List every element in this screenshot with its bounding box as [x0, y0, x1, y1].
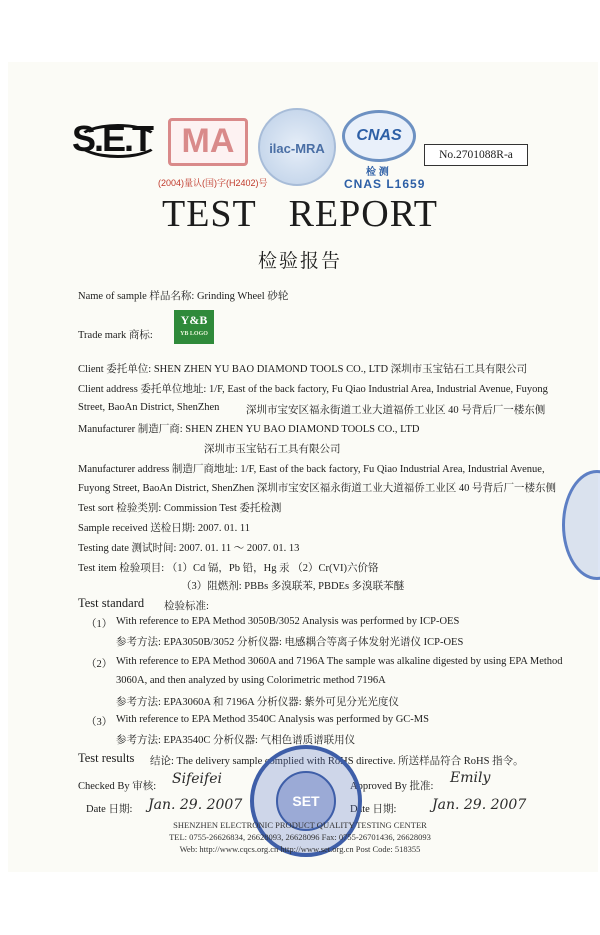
- set-logo-ring: [76, 124, 160, 158]
- cnas-logo: CNAS: [342, 110, 416, 162]
- standard-2-text: With reference to EPA Method 3060A and 7196A The sample was alkaline digested by using EPA Method: [116, 656, 563, 667]
- report-title: TEST REPORT: [162, 193, 438, 235]
- checked-by-signature: Sifeifei: [172, 771, 222, 787]
- test-item-line2: （3）阻燃剂: PBBs 多溴联苯, PBDEs 多溴联苯醚: [181, 581, 405, 592]
- report-number: No.2701088R-a: [424, 144, 528, 166]
- cma-logo: MA: [168, 118, 248, 166]
- ilac-mra-logo: ilac-MRA: [258, 108, 336, 186]
- date-label-right: Date 日期:: [350, 804, 397, 815]
- footer-tel: TEL: 0755-26626834, 26628093, 26628096 Fax: 0755-26701436, 26628093: [169, 832, 431, 842]
- standard-3-number: （3）: [86, 717, 113, 728]
- standard-1-text: With reference to EPA Method 3050B/3052 Analysis was performed by ICP-OES: [116, 616, 460, 627]
- cma-caption: (2004)量认(国)字(H2402)号: [158, 178, 268, 188]
- set-logo-text: S.E.T: [72, 118, 153, 159]
- trade-mark-logo-text: Y&B: [180, 313, 208, 327]
- standard-2-number: （2）: [86, 659, 113, 670]
- trade-mark-logo-small: YB LOGO: [180, 331, 208, 337]
- test-sort: Test sort 检验类别: Commission Test 委托检测: [78, 503, 282, 514]
- trade-mark-label: Trade mark 商标:: [78, 330, 153, 341]
- test-results-text: 结论: The delivery sample complied with RoHS directive. 所送样品符合 RoHS 指令。: [150, 756, 524, 767]
- footer-web: Web: http://www.cqcs.org.cn http://www.set.org.cn Post Code: 518355: [179, 844, 421, 854]
- approved-by-signature: Emily: [450, 770, 491, 786]
- footer-center-name: SHENZHEN ELECTRONIC PRODUCT QUALITY TESTING CENTER: [173, 820, 427, 830]
- manufacturer: Manufacturer 制造厂商: SHEN ZHEN YU BAO DIAMOND TOOLS CO., LTD: [78, 424, 420, 435]
- standard-2-text-line2: 3060A, and then analyzed by using Colorimetric method 7196A: [116, 675, 386, 686]
- standard-3-text: With reference to EPA Method 3540C Analysis was performed by GC-MS: [116, 714, 429, 725]
- official-seal-center: SET: [276, 771, 336, 831]
- manufacturer-address-line2: Fuyong Street, BaoAn District, ShenZhen 深圳市宝安区福永街道工业大道福侨工业区 40 号背后厂一楼东侧: [78, 483, 557, 494]
- report-subtitle: 检验报告: [257, 250, 342, 272]
- test-standard-heading-cn: 检验标准:: [164, 601, 209, 612]
- manufacturer-address-line1: Manufacturer address 制造厂商地址: 1/F, East of the back factory, Fu Qiao Industrial Area, Industrial Avenue,: [78, 464, 545, 475]
- standard-1-ref: 参考方法: EPA3050B/3052 分析仪器: 电感耦合等离子体发射光谱仪 ICP-OES: [116, 637, 464, 648]
- testing-date: Testing date 测试时间: 2007. 01. 11 ～ 2007. 01. 13: [78, 543, 300, 554]
- date-right-value: Jan. 29. 2007: [432, 797, 527, 813]
- client-address-line1: Client address 委托单位地址: 1/F, East of the back factory, Fu Qiao Industrial Area, Industrial Avenue, Fuyong: [78, 384, 548, 395]
- cnas-number: CNAS L1659: [344, 177, 426, 191]
- client-address-line2: Street, BaoAn District, ShenZhen: [78, 402, 220, 413]
- sample-received: Sample received 送检日期: 2007. 01. 11: [78, 523, 250, 534]
- date-label-left: Date 日期:: [86, 804, 133, 815]
- set-logo: [72, 118, 152, 160]
- standard-1-number: （1）: [86, 619, 113, 630]
- trade-mark-logo: [174, 310, 214, 344]
- standard-3-ref: 参考方法: EPA3540C 分析仪器: 气相色谱质谱联用仪: [116, 735, 356, 746]
- client: Client 委托单位: SHEN ZHEN YU BAO DIAMOND TOOLS CO., LTD 深圳市玉宝钻石工具有限公司: [78, 364, 528, 375]
- client-address-cn: 深圳市宝安区福永街道工业大道福侨工业区 40 号背后厂一楼东侧: [246, 405, 546, 416]
- standard-2-ref: 参考方法: EPA3060A 和 7196A 分析仪器: 紫外可见分光光度仪: [116, 697, 399, 708]
- checked-by-label: Checked By 审核:: [78, 781, 157, 792]
- manufacturer-cn: 深圳市玉宝钻石工具有限公司: [204, 444, 341, 455]
- test-results-label: Test results: [78, 751, 135, 765]
- test-item-line1: Test item 检验项目: （1）Cd 镉，Pb 铅，Hg 汞 （2）Cr(VI)六价铬: [78, 563, 379, 574]
- date-left-value: Jan. 29. 2007: [148, 797, 243, 813]
- name-of-sample: Name of sample 样品名称: Grinding Wheel 砂轮: [78, 291, 289, 302]
- approved-by-label: Approved By 批准:: [350, 781, 434, 792]
- cnas-subtitle: 检 测: [366, 167, 389, 178]
- test-standard-heading: Test standard: [78, 596, 145, 610]
